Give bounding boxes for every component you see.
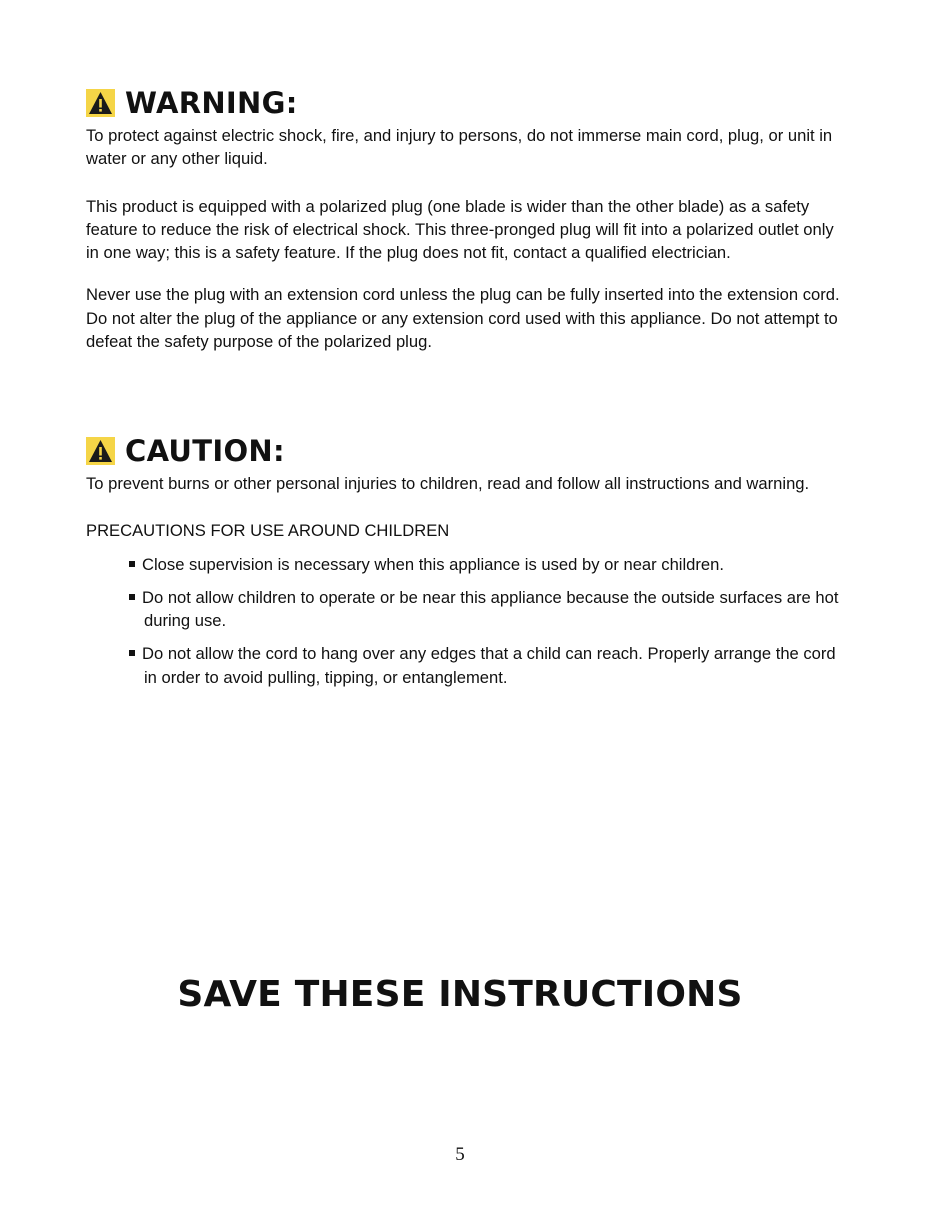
caution-heading: CAUTION: (125, 434, 285, 468)
list-item-text: Do not allow children to operate or be near this appliance because the outside surfaces are hot during use. (142, 587, 839, 631)
list-item (116, 586, 846, 633)
warning-paragraph: This product is equipped with a polarized plug (one blade is wider than the other blade) as a safety feature to reduce the risk of electrical shock. This three-pronged plug will fit into a polarized outlet only in one way; this is a safety feature. If the plug does not fit, contact a qualified electrician. (86, 196, 834, 263)
precautions-list (86, 553, 846, 689)
save-instructions-heading: SAVE THESE INSTRUCTIONS (177, 974, 743, 1015)
warning-section (86, 86, 846, 353)
list-item (116, 553, 846, 576)
warning-paragraph: Never use the plug with an extension cord unless the plug can be fully inserted into the extension cord. Do not alter the plug of the appliance or any extension cord used with this appliance. Do not attempt to defeat the safety purpose of the polarized plug. (86, 285, 840, 352)
warning-paragraph: To protect against electric shock, fire, and injury to persons, do not immerse main cord, plug, or unit in water or any other liquid. (86, 126, 833, 169)
page-number: 5 (455, 1144, 465, 1165)
warning-triangle-icon (86, 437, 115, 465)
list-item-text: Close supervision is necessary when this appliance is used by or near children. (142, 554, 725, 574)
bullet-square-icon (129, 594, 135, 600)
caution-section (86, 434, 846, 699)
warning-heading-row (86, 86, 846, 120)
warning-heading: WARNING: (125, 86, 298, 120)
list-item-text: Do not allow the cord to hang over any edges that a child can reach. Properly arrange the cord in order to avoid pulling, tipping, or entanglement. (142, 644, 836, 687)
caution-heading-row (86, 434, 846, 468)
bullet-square-icon (129, 561, 135, 567)
caution-intro: To prevent burns or other personal injuries to children, read and follow all instructions and warning. (86, 474, 810, 493)
precautions-title: PRECAUTIONS FOR USE AROUND CHILDREN (86, 521, 450, 541)
list-item (116, 642, 846, 689)
bullet-square-icon (129, 650, 135, 656)
warning-triangle-icon (86, 89, 115, 117)
